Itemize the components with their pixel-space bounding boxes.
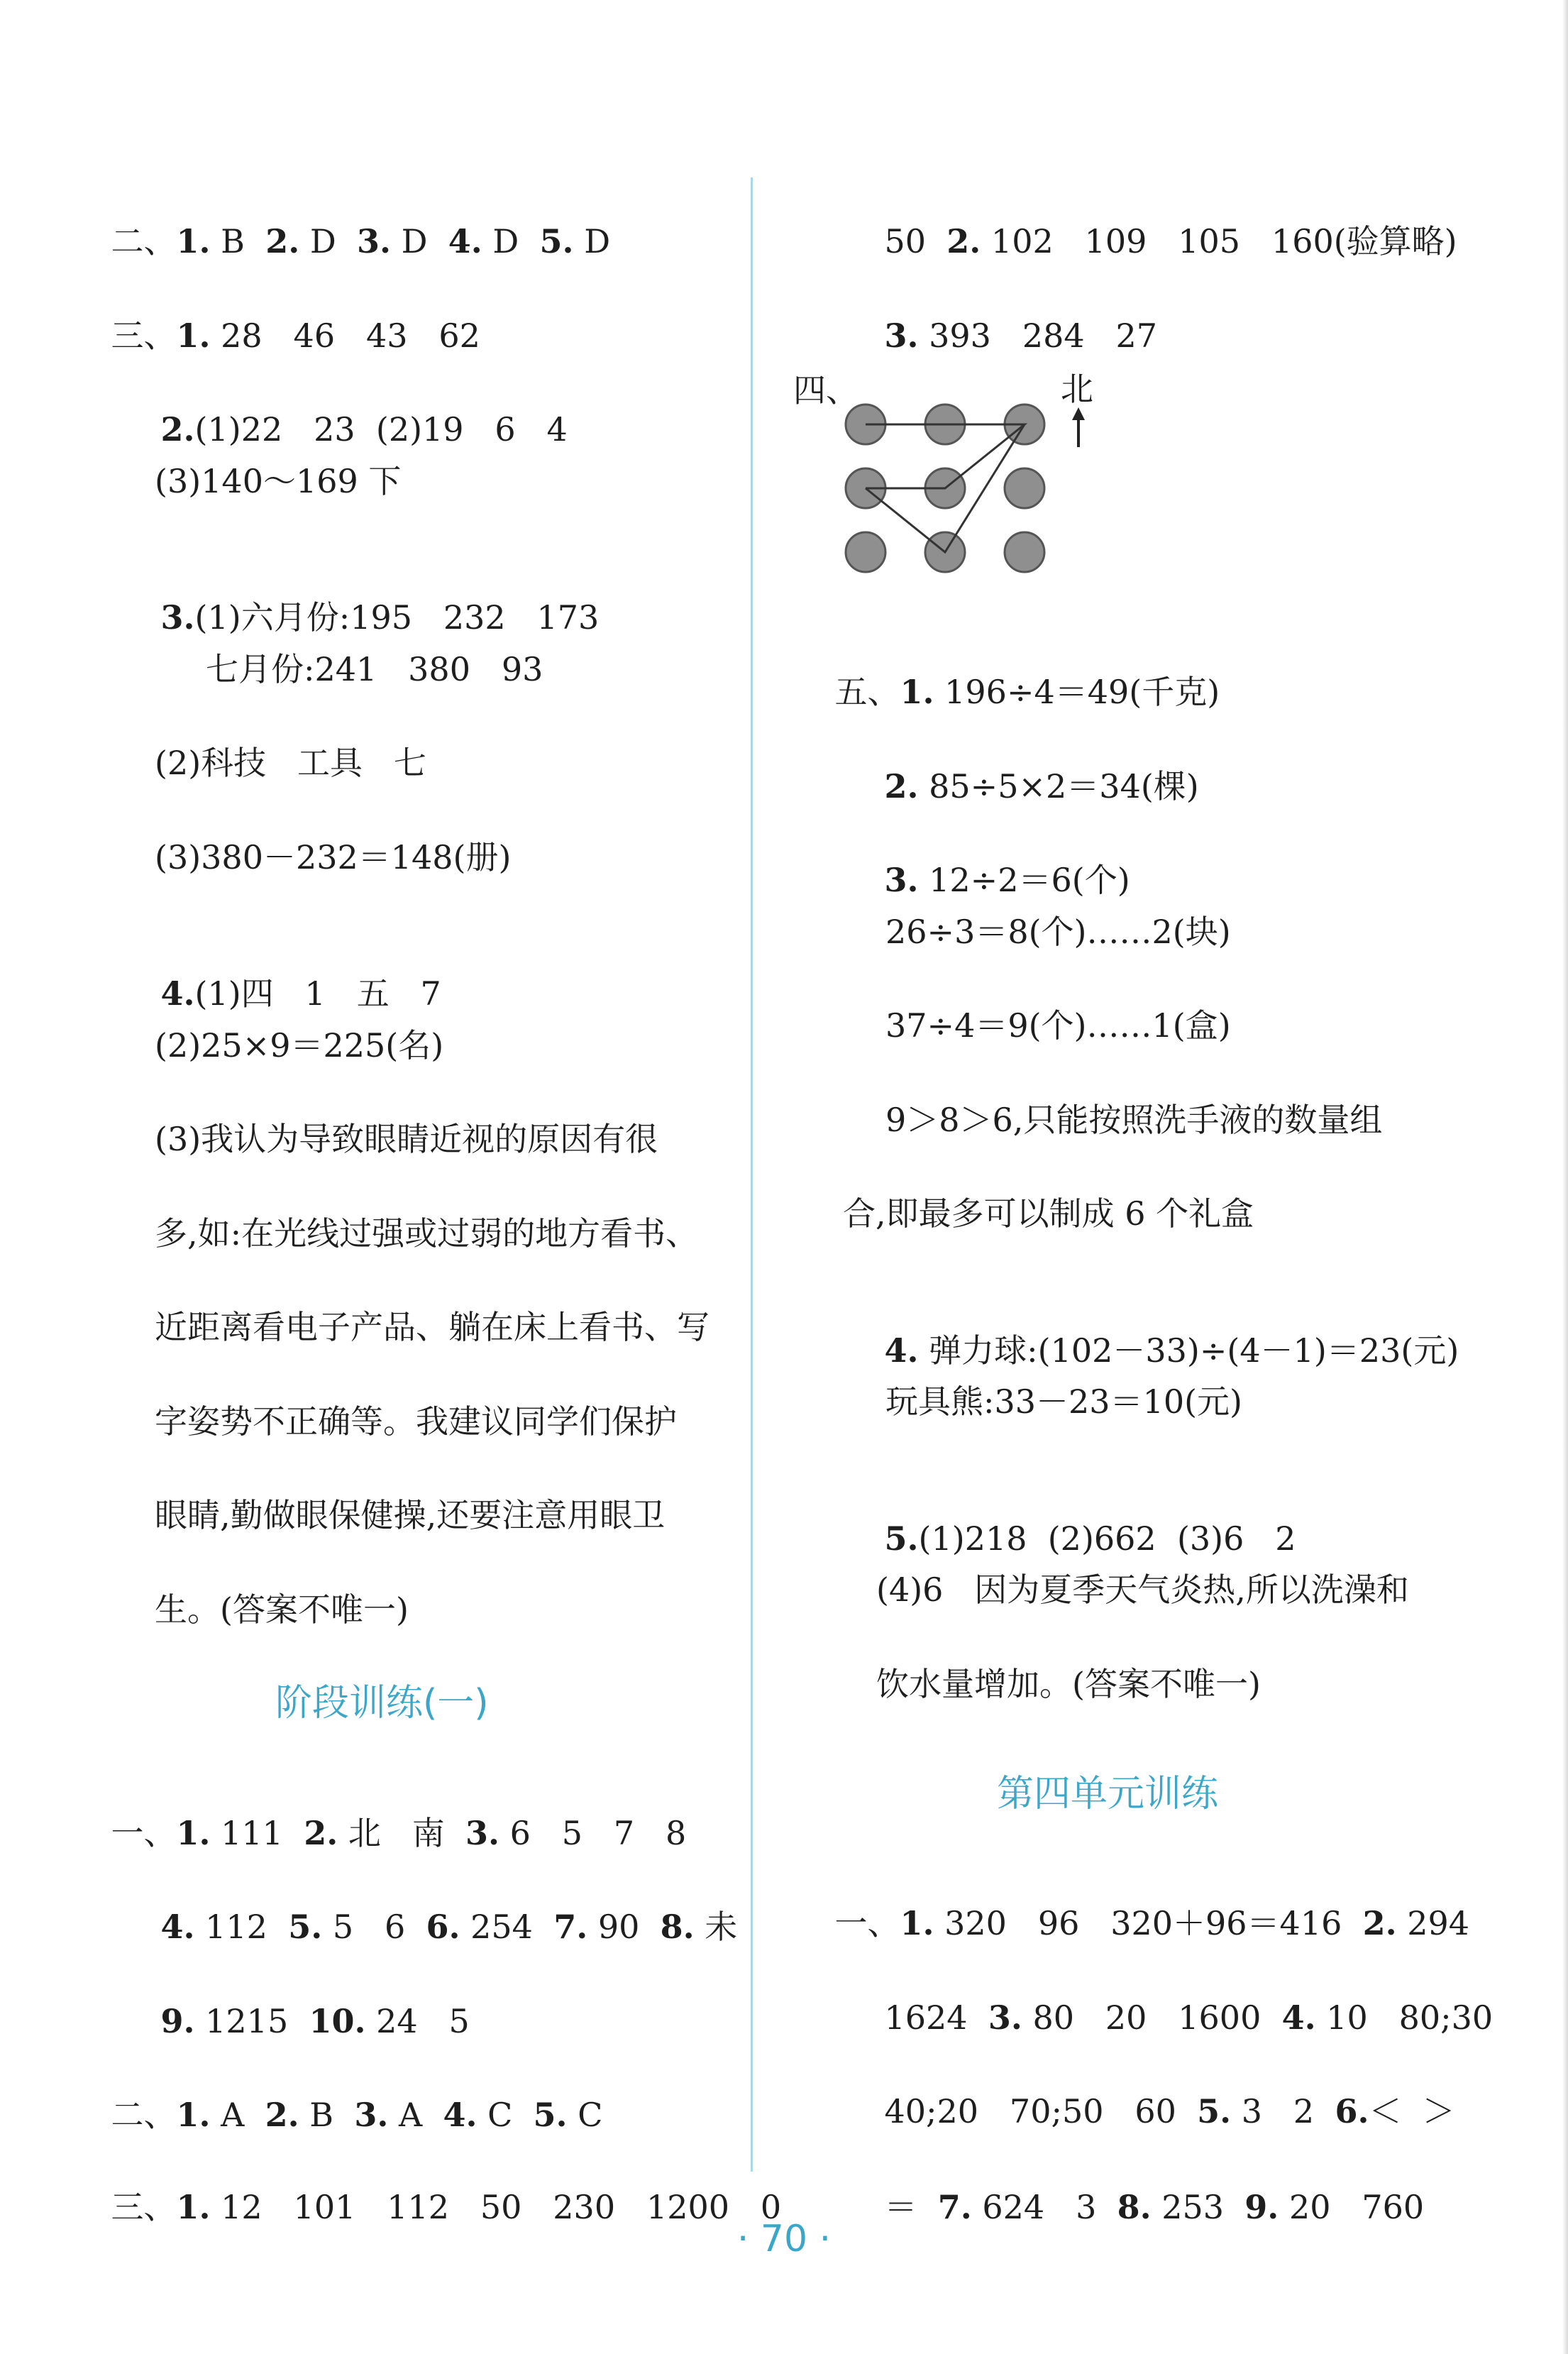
answer-line: 2.(1)22 23 (2)19 6 4 xyxy=(160,410,568,449)
answer-line: 2. 85÷5×2＝34(棵) xyxy=(884,767,1199,805)
answer-line: 1624 3. 80 20 1600 4. 10 80;30 xyxy=(884,1998,1494,2037)
answer-line: 二、1. B 2. D 3. D 4. D 5. D xyxy=(111,222,611,260)
answer-line: 3. 393 284 27 xyxy=(884,317,1158,355)
answer-line: 眼睛,勤做眼保健操,还要注意用眼卫 xyxy=(155,1496,666,1534)
column-divider xyxy=(751,177,753,2172)
answer-line: 饮水量增加。(答案不唯一) xyxy=(876,1665,1261,1703)
answer-line: 一、1. 320 96 320＋96＝416 2. 294 xyxy=(834,1904,1470,1942)
answer-line: 50 2. 102 109 105 160(验算略) xyxy=(884,222,1457,260)
answer-line: 9＞8＞6,只能按照洗手液的数量组 xyxy=(885,1101,1383,1139)
answer-line: 五、1. 196÷4＝49(千克) xyxy=(834,673,1220,711)
answer-line: 七月份:241 380 93 xyxy=(206,650,543,688)
answer-line: (2)25×9＝225(名) xyxy=(155,1026,444,1065)
north-label: 北 xyxy=(1061,370,1093,408)
answer-line: 三、1. 12 101 112 50 230 1200 0 xyxy=(111,2188,782,2226)
answer-line: 3.(1)六月份:195 232 173 xyxy=(160,598,600,637)
answer-line: ＝ 7. 624 3 8. 253 9. 20 760 xyxy=(884,2188,1425,2226)
grid-dot xyxy=(846,532,885,572)
answer-line: 3. 12÷2＝6(个) xyxy=(884,861,1130,899)
answer-line: 近距离看电子产品、躺在床上看书、写 xyxy=(155,1308,710,1346)
answer-line: 字姿势不正确等。我建议同学们保护 xyxy=(155,1402,677,1441)
answer-line: 二、1. A 2. B 3. A 4. C 5. C xyxy=(111,2096,603,2134)
answer-line: (3)380－232＝148(册) xyxy=(155,838,512,876)
answer-line: (4)6 因为夏季天气炎热,所以洗澡和 xyxy=(876,1571,1409,1609)
answer-line: 9. 1215 10. 24 5 xyxy=(160,2002,470,2040)
answer-line: 玩具熊:33－23＝10(元) xyxy=(885,1382,1242,1421)
answer-line: (3)140～169 下 xyxy=(155,462,402,500)
answer-line: 4. 112 5. 5 6 6. 254 7. 90 8. 未 xyxy=(160,1908,738,1946)
answer-line: 多,如:在光线过强或过弱的地方看书、 xyxy=(155,1214,699,1253)
answer-line: 4. 弹力球:(102－33)÷(4－1)＝23(元) xyxy=(884,1331,1459,1370)
answer-line: 一、1. 111 2. 北 南 3. 6 5 7 8 xyxy=(111,1814,687,1852)
grid-dot xyxy=(1005,468,1044,508)
page-edge-shadow xyxy=(1562,0,1568,2354)
answer-line: 合,即最多可以制成 6 个礼盒 xyxy=(843,1194,1254,1233)
answer-line: 5.(1)218 (2)662 (3)6 2 xyxy=(884,1519,1296,1558)
answer-line: 37÷4＝9(个)……1(盒) xyxy=(885,1006,1231,1045)
answer-line: (2)科技 工具 七 xyxy=(155,744,426,782)
answer-line: 四、 xyxy=(793,371,858,409)
section-heading: 阶段训练(一) xyxy=(275,1682,489,1725)
page-number: · 70 · xyxy=(736,2218,832,2260)
answer-line: 26÷3＝8(个)……2(块) xyxy=(885,913,1231,951)
answer-line: 40;20 70;50 60 5. 3 2 6.＜ ＞ xyxy=(884,2092,1455,2130)
section-heading: 第四单元训练 xyxy=(997,1773,1219,1815)
grid-dot xyxy=(1005,532,1044,572)
answer-line: 生。(答案不唯一) xyxy=(155,1590,409,1629)
answer-line: (3)我认为导致眼睛近视的原因有很 xyxy=(155,1120,658,1158)
answer-line: 4.(1)四 1 五 7 xyxy=(160,974,441,1013)
answer-line: 三、1. 28 46 43 62 xyxy=(111,317,480,355)
